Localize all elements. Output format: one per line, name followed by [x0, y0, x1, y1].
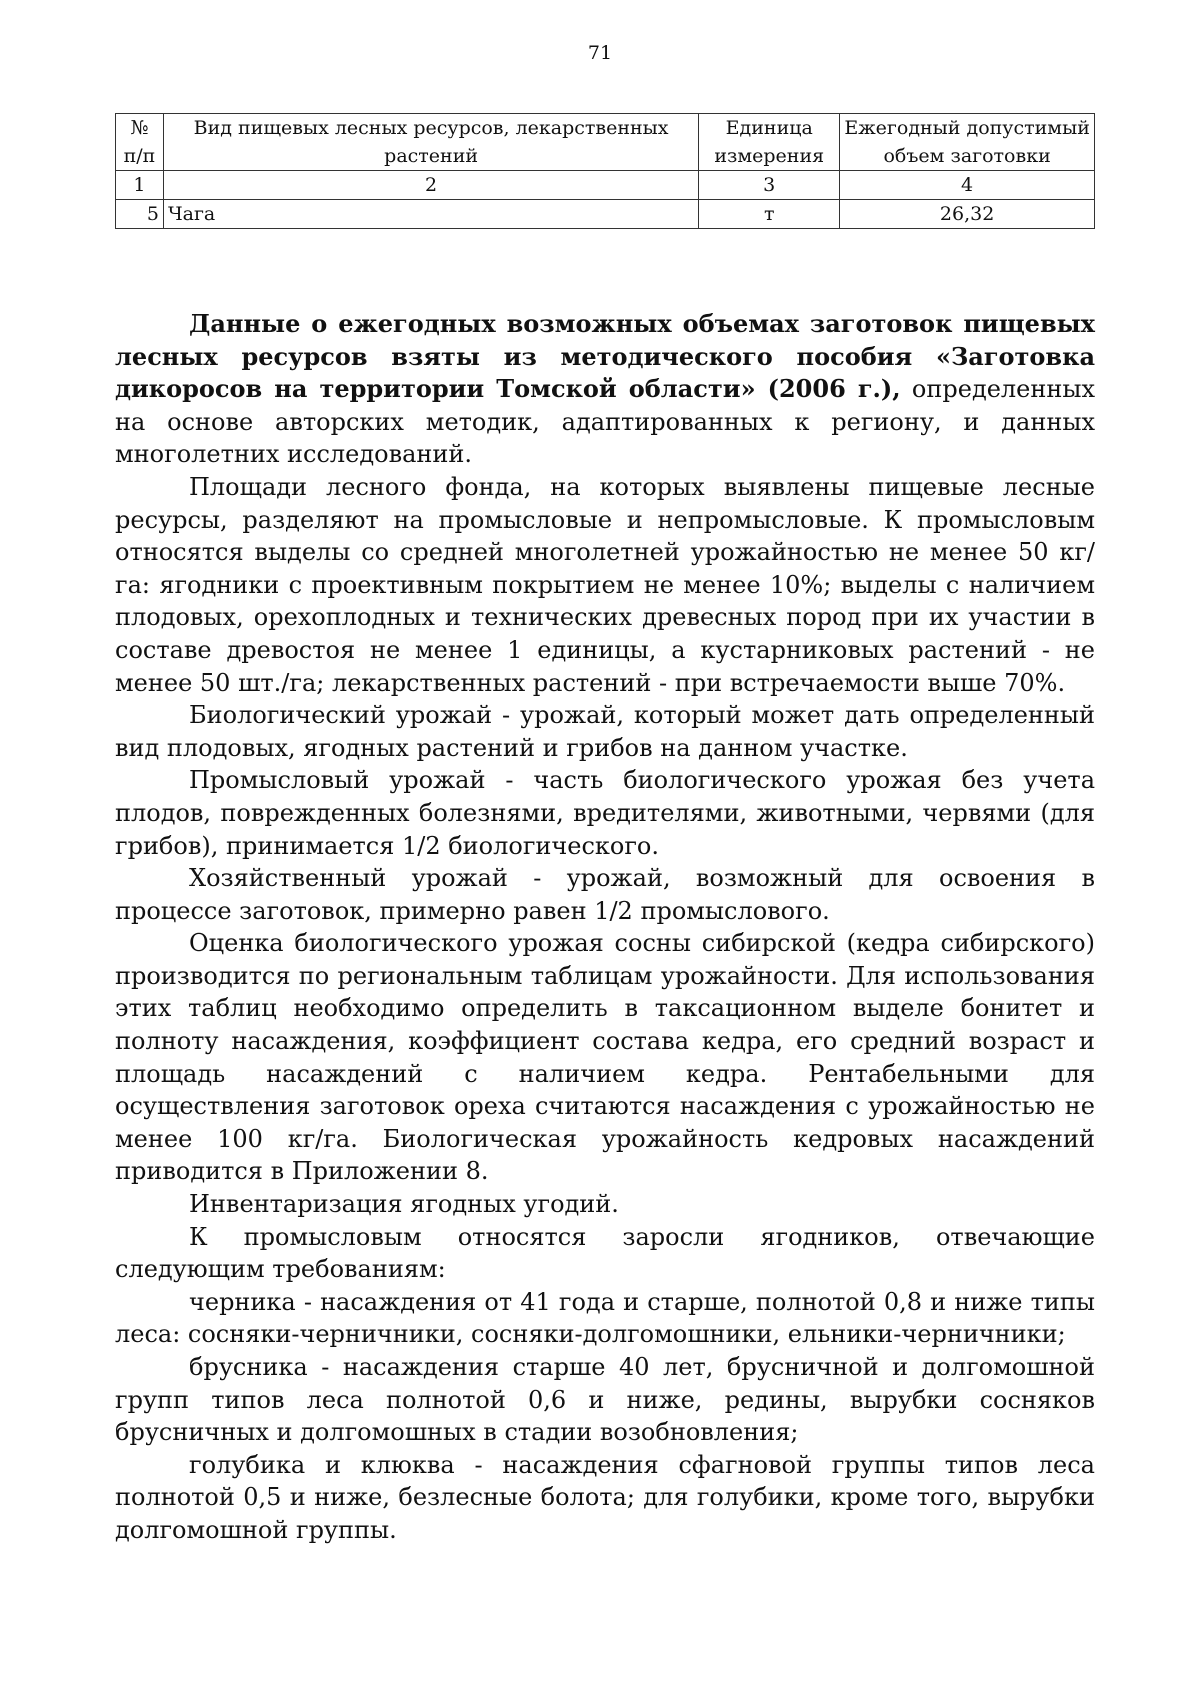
paragraph: черника - насаждения от 41 года и старше, полнотой 0,8 и ниже типы леса: сосняки-черничники, сосняки-долгомошники, ельники-черничники; — [115, 1287, 1095, 1349]
paragraph: Промысловый урожай - часть биологического урожая без учета плодов, поврежденных болезнями, вредителями, животными, червями (для грибов), принимается 1/2 биологического. — [115, 766, 1095, 860]
row-number-cell: 5 — [116, 200, 164, 229]
index-cell: 2 — [163, 171, 698, 200]
unit-cell: т — [699, 200, 840, 229]
paragraph: Инвентаризация ягодных угодий. — [189, 1190, 619, 1219]
volume-cell: 26,32 — [840, 200, 1095, 229]
header-unit: Единица измерения — [699, 114, 840, 171]
header-annual-volume: Ежегодный допустимый объем заготовки — [840, 114, 1095, 171]
paragraph: голубика и клюква - насаждения сфагновой группы типов леса полнотой 0,5 и ниже, безлесные болота; для голубики, кроме того, вырубки долгомошной группы. — [115, 1450, 1095, 1544]
paragraph: Оценка биологического урожая сосны сибирской (кедра сибирского) производится по региональным таблицам урожайности. Для использования этих таблиц необходимо определить в таксационном выделе бонитет и полноту насаждения, коэффициент состава кедра, его средний возраст и площадь насаждений с наличием кедра. Рентабельными для осуществления заготовок ореха считаются насаждения с урожайностью не менее 100 кг/га. Биологическая урожайность кедровых насаждений приводится в Приложении 8. — [115, 929, 1095, 1186]
resources-table — [115, 113, 1095, 229]
table-index-row — [116, 171, 1095, 200]
paragraph-continuation: определенных на основе авторских методик, адаптированных к региону, и данных многолетних исследований. — [115, 375, 1096, 469]
index-cell: 4 — [840, 171, 1095, 200]
paragraph: Хозяйственный урожай - урожай, возможный для освоения в процессе заготовок, примерно равен 1/2 промыслового. — [115, 864, 1095, 925]
paragraph: К промысловым относятся заросли ягодников, отвечающие следующим требованиям: — [115, 1222, 1095, 1284]
table-row — [116, 200, 1095, 229]
body-text — [115, 308, 1095, 1547]
index-cell: 3 — [699, 171, 840, 200]
paragraph: Площади лесного фонда, на которых выявлены пищевые лесные ресурсы, разделяют на промысловые и непромысловые. К промысловым относятся выделы со средней многолетней урожайностью не менее 50 кг/га: ягодники с проективным покрытием не менее 10%; выделы с наличием плодовых, орехоплодных и технических древесных пород при их участии в составе древостоя не менее 1 единицы, а кустарниковых растений - не менее 50 шт./га; лекарственных растений - при встречаемости выше 70%. — [115, 472, 1095, 697]
paragraph: брусника - насаждения старше 40 лет, брусничной и долгомошной групп типов леса полнотой 0,6 и ниже, редины, вырубки сосняков брусничных и долгомошных в стадии возобновления; — [115, 1353, 1095, 1447]
table-header-row — [116, 114, 1095, 171]
bold-source-reference: Данные о ежегодных возможных объемах заготовок пищевых лесных ресурсов взяты из методического пособия «Заготовка дикоросов на территории Томской области» (2006 г.), — [115, 309, 1095, 404]
header-resource-type: Вид пищевых лесных ресурсов, лекарственных растений — [163, 114, 698, 171]
resource-name-cell: Чага — [163, 200, 698, 229]
paragraph: Биологический урожай - урожай, который может дать определенный вид плодовых, ягодных растений и грибов на данном участке. — [115, 701, 1095, 762]
index-cell: 1 — [116, 171, 164, 200]
paragraph — [115, 308, 1095, 471]
header-number: № п/п — [116, 114, 164, 171]
page-number: 71 — [587, 42, 613, 64]
